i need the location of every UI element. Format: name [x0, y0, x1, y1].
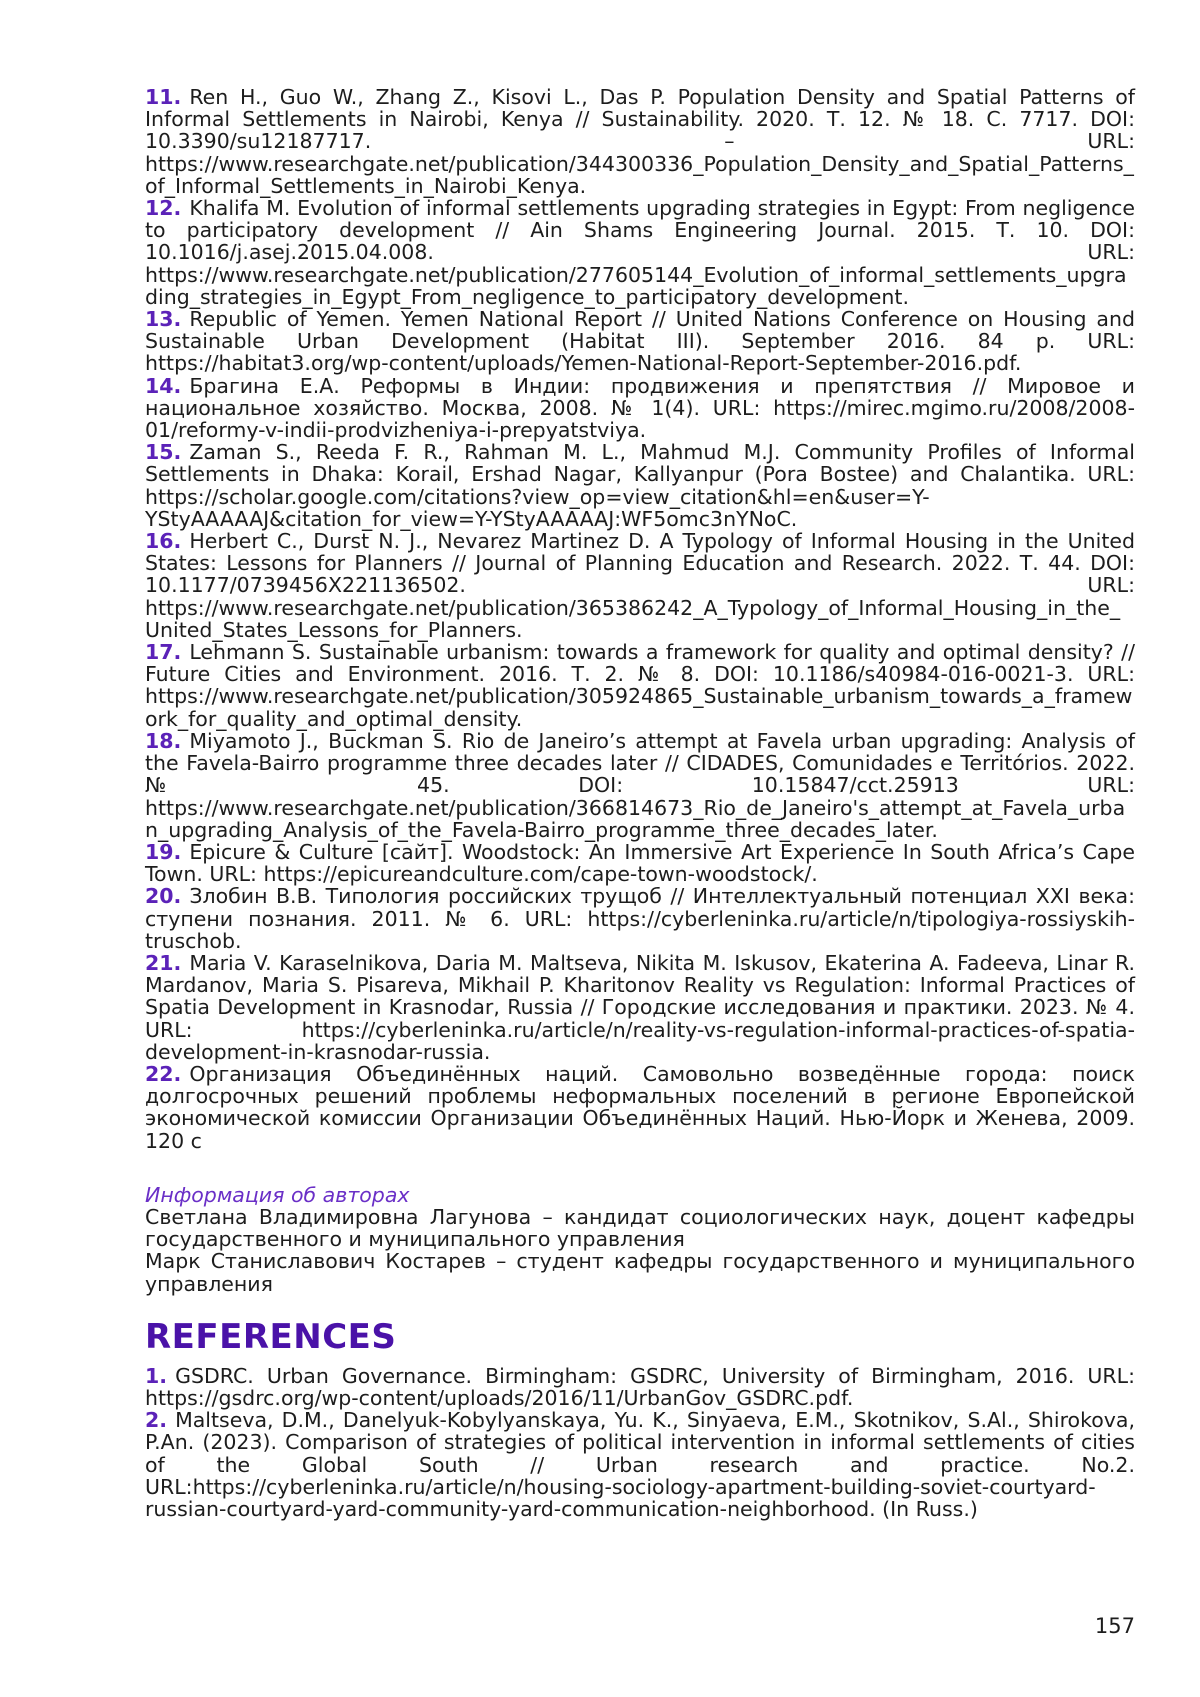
reference-text: Epicure & Culture [сайт]. Woodstock: An Immersive Art Experience In South Africa’s Cape Town. URL: https://epicureandculture.com/cape-town-woodstock/.: [145, 839, 1135, 887]
references-title: REFERENCES: [145, 1316, 397, 1357]
reference-text: Khalifa M. Evolution of informal settlements upgrading strategies in Egypt: From negligence to participatory development // Ain Shams Engineering Journal. 2015. Т. 10. DOI: 10.1016/j.asej.2015.04.008. URL: https://www.researchgate.net/publication/277605144_Evolution_of_informal_settlements_upgrading_strategies_in_Egypt_From_negligence_to_participatory_development.: [145, 196, 1135, 309]
reference-text: Злобин В.В. Типология российских трущоб // Интеллектуальный потенциал XXI века: ступени познания. 2011. № 6. URL: https://cyberleninka.ru/article/n/tipologiya-rossiyskih-truschob.: [145, 884, 1135, 953]
references-list: [145, 1365, 1135, 1520]
reference-item: 20. Злобин В.В. Типология российских трущоб // Интеллектуальный потенциал XXI века: ступени познания. 2011. № 6. URL: https://cyberleninka.ru/article/n/tipologiya-rossiyskih-truschob.: [145, 884, 1135, 953]
reference-item: 1. GSDRC. Urban Governance. Birmingham: GSDRC, University of Birmingham, 2016. URL: https://gsdrc.org/wp-content/uploads/2016/11/UrbanGov_GSDRC.pdf.: [145, 1363, 1135, 1410]
author-info: Марк Станиславович Костарев – студент кафедры государственного и муниципального управления: [145, 1249, 1135, 1296]
reference-item: 12. Khalifa M. Evolution of informal settlements upgrading strategies in Egypt: From negligence to participatory development // Ain Shams Engineering Journal. 2015. Т. 10. DOI: 10.1016/j.asej.2015.04.008. URL: https://www.researchgate.net/publication/277605144_Evolution_of_informal_settlements_upgrading_strategies_in_Egypt_From_negligence_to_participatory_development.: [145, 196, 1135, 309]
reference-text: Брагина Е.А. Реформы в Индии: продвижения и препятствия // Мировое и национальное хозяйство. Москва, 2008. № 1(4). URL: https://mirec.mgimo.ru/2008/2008-01/reformy-v-indii-prodvizheniya-i-prepyatstviya.: [145, 373, 1135, 443]
reference-item: 14. Брагина Е.А. Реформы в Индии: продвижения и препятствия // Мировое и национальное хозяйство. Москва, 2008. № 1(4). URL: https://mirec.mgimo.ru/2008/2008-01/reformy-v-indii-prodvizheniya-i-prepyatstviya.: [145, 373, 1135, 443]
reference-text: Herbert C., Durst N. J., Nevarez Martinez D. A Typology of Informal Housing in the United States: Lessons for Planners // Journal of Planning Education and Research. 2022. Т. 44. DOI: 10.1177/0739456X221136502. URL: https://www.researchgate.net/publication/365386242_A_Typology_of_Informal_Housing_in_the_United_States_Lessons_for_Planners.: [145, 529, 1135, 642]
reference-item: 2. Maltseva, D.M., Danelyuk-Kobylyanskaya, Yu. K., Sinyaeva, E.M., Skotnikov, S.Al., Shirokova, P.An. (2023). Comparison of strategies of political intervention in informal settlements of cities of the Global South // Urban research and practice. No.2. URL:https://cyberleninka.ru/article/n/housing-sociology-apartment-building-soviet-courtyard-russian-courtyard-yard-community-yard-communication-neighborhood. (In Russ.): [145, 1408, 1135, 1521]
reference-item: 13. Republic of Yemen. Yemen National Report // United Nations Conference on Housing and Sustainable Urban Development (Habitat III). September 2016. 84 p. URL: https://habitat3.org/wp-content/uploads/Yemen-National-Report-September-2016.pdf.: [145, 307, 1135, 376]
reference-item: 17. Lehmann S. Sustainable urbanism: towards a framework for quality and optimal density? // Future Cities and Environment. 2016. Т. 2. № 8. DOI: 10.1186/s40984-016-0021-3. URL: https://www.researchgate.net/publication/305924865_Sustainable_urbanism_towards_a_framework_for_quality_and_optimal_density.: [145, 640, 1135, 731]
page-content: [145, 86, 1135, 1520]
reference-item: 19. Epicure & Culture [сайт]. Woodstock: An Immersive Art Experience In South Africa’s Cape Town. URL: https://epicureandculture.com/cape-town-woodstock/.: [145, 839, 1135, 887]
author-info: Светлана Владимировна Лагунова – кандидат социологических наук, доцент кафедры государственного и муниципального управления: [145, 1204, 1135, 1252]
reference-item: 11. Ren H., Guo W., Zhang Z., Kisovi L., Das P. Population Density and Spatial Patterns of Informal Settlements in Nairobi, Kenya // Sustainability. 2020. Т. 12. № 18. С. 7717. DOI: 10.3390/su12187717. – URL: https://www.researchgate.net/publication/344300336_Population_Density_and_Spatial_Patterns_of_Informal_Settlements_in_Nairobi_Kenya.: [145, 85, 1135, 198]
page-number: 157: [1094, 1614, 1135, 1638]
reference-item: 21. Maria V. Karaselnikova, Daria M. Maltseva, Nikita M. Iskusov, Ekaterina A. Fadeeva, Linar R. Mardanov, Maria S. Pisareva, Mikhail P. Kharitonov Reality vs Regulation: Informal Practices of Spatia Development in Krasnodar, Russia // Городские исследования и практики. 2023. № 4. URL: https://cyberleninka.ru/article/n/reality-vs-regulation-informal-practices-of-spatia-development-in-krasnodar-russia.: [145, 950, 1135, 1064]
reference-item: 18. Miyamoto J., Buckman S. Rio de Janeiro’s attempt at Favela urban upgrading: Analysis of the Favela-Bairro programme three decades later // CIDADES, Comunidades e Territórios. 2022. № 45. DOI: 10.15847/cct.25913 URL: https://www.researchgate.net/publication/366814673_Rio_de_Janeiro's_attempt_at_Favela_urban_upgrading_Analysis_of_the_Favela-Bairro_programme_three_decades_later.: [145, 728, 1135, 842]
reference-item: 15. Zaman S., Reeda F. R., Rahman M. L., Mahmud M.J. Community Profiles of Informal Settlements in Dhaka: Korail, Ershad Nagar, Kallyanpur (Pora Bostee) and Chalantika. URL: https://scholar.google.com/citations?view_op=view_citation&hl=en&user=Y-YStyAAAAAJ&citation_for_view=Y-YStyAAAAAJ:WF5omc3nYNoC.: [145, 440, 1135, 531]
authors-heading: Информация об авторах: [145, 1182, 410, 1207]
reference-text: Lehmann S. Sustainable urbanism: towards a framework for quality and optimal density? // Future Cities and Environment. 2016. Т. 2. № 8. DOI: 10.1186/s40984-016-0021-3. URL: https://www.researchgate.net/publication/305924865_Sustainable_urbanism_towards_a_framework_for_quality_and_optimal_density.: [145, 640, 1135, 731]
reference-text: Republic of Yemen. Yemen National Report // United Nations Conference on Housing and Sustainable Urban Development (Habitat III). September 2016. 84 p. URL: https://habitat3.org/wp-content/uploads/Yemen-National-Report-September-2016.pdf.: [145, 307, 1135, 376]
reference-text: Maltseva, D.M., Danelyuk-Kobylyanskaya, Yu. K., Sinyaeva, E.M., Skotnikov, S.Al., Shirokova, P.An. (2023). Comparison of strategies of political intervention in informal settlements of cities of the Global South // Urban research and practice. No.2. URL:https://cyberleninka.ru/article/n/housing-sociology-apartment-building-soviet-courtyard-russian-courtyard-yard-community-yard-communication-neighborhood. (In Russ.): [145, 1408, 1135, 1521]
reference-text: GSDRC. Urban Governance. Birmingham: GSDRC, University of Birmingham, 2016. URL: https://gsdrc.org/wp-content/uploads/2016/11/UrbanGov_GSDRC.pdf.: [145, 1363, 1135, 1410]
reference-text: Zaman S., Reeda F. R., Rahman M. L., Mahmud M.J. Community Profiles of Informal Settlements in Dhaka: Korail, Ershad Nagar, Kallyanpur (Pora Bostee) and Chalantika. URL: https://scholar.google.com/citations?view_op=view_citation&hl=en&user=Y-YStyAAAAAJ&citation_for_view=Y-YStyAAAAAJ:WF5omc3nYNoC.: [145, 440, 1135, 531]
reference-text: Maria V. Karaselnikova, Daria M. Maltseva, Nikita M. Iskusov, Ekaterina A. Fadeeva, Linar R. Mardanov, Maria S. Pisareva, Mikhail P. Kharitonov Reality vs Regulation: Informal Practices of Spatia Development in Krasnodar, Russia // Городские исследования и практики. 2023. № 4. URL: https://cyberleninka.ru/article/n/reality-vs-regulation-informal-practices-of-spatia-development-in-krasnodar-russia.: [145, 950, 1135, 1064]
bibliography-list: [145, 86, 1135, 1152]
reference-text: Организация Объединённых наций. Самовольно возведённые города: поиск долгосрочных решений проблемы неформальных поселений в регионе Европейской экономической комиссии Организации Объединённых Наций. Нью-Йорк и Женева, 2009. 120 с: [145, 1061, 1135, 1153]
reference-text: Miyamoto J., Buckman S. Rio de Janeiro’s attempt at Favela urban upgrading: Analysis of the Favela-Bairro programme three decades later // CIDADES, Comunidades e Territórios. 2022. № 45. DOI: 10.15847/cct.25913 URL: https://www.researchgate.net/publication/366814673_Rio_de_Janeiro's_attempt_at_Favela_urban_upgrading_Analysis_of_the_Favela-Bairro_programme_three_decades_later.: [145, 728, 1135, 842]
reference-text: Ren H., Guo W., Zhang Z., Kisovi L., Das P. Population Density and Spatial Patterns of Informal Settlements in Nairobi, Kenya // Sustainability. 2020. Т. 12. № 18. С. 7717. DOI: 10.3390/su12187717. – URL: https://www.researchgate.net/publication/344300336_Population_Density_and_Spatial_Patterns_of_Informal_Settlements_in_Nairobi_Kenya.: [145, 85, 1135, 198]
reference-item: 22. Организация Объединённых наций. Самовольно возведённые города: поиск долгосрочных решений проблемы неформальных поселений в регионе Европейской экономической комиссии Организации Объединённых Наций. Нью-Йорк и Женева, 2009. 120 с: [145, 1061, 1135, 1153]
reference-item: 16. Herbert C., Durst N. J., Nevarez Martinez D. A Typology of Informal Housing in the United States: Lessons for Planners // Journal of Planning Education and Research. 2022. Т. 44. DOI: 10.1177/0739456X221136502. URL: https://www.researchgate.net/publication/365386242_A_Typology_of_Informal_Housing_in_the_United_States_Lessons_for_Planners.: [145, 529, 1135, 642]
